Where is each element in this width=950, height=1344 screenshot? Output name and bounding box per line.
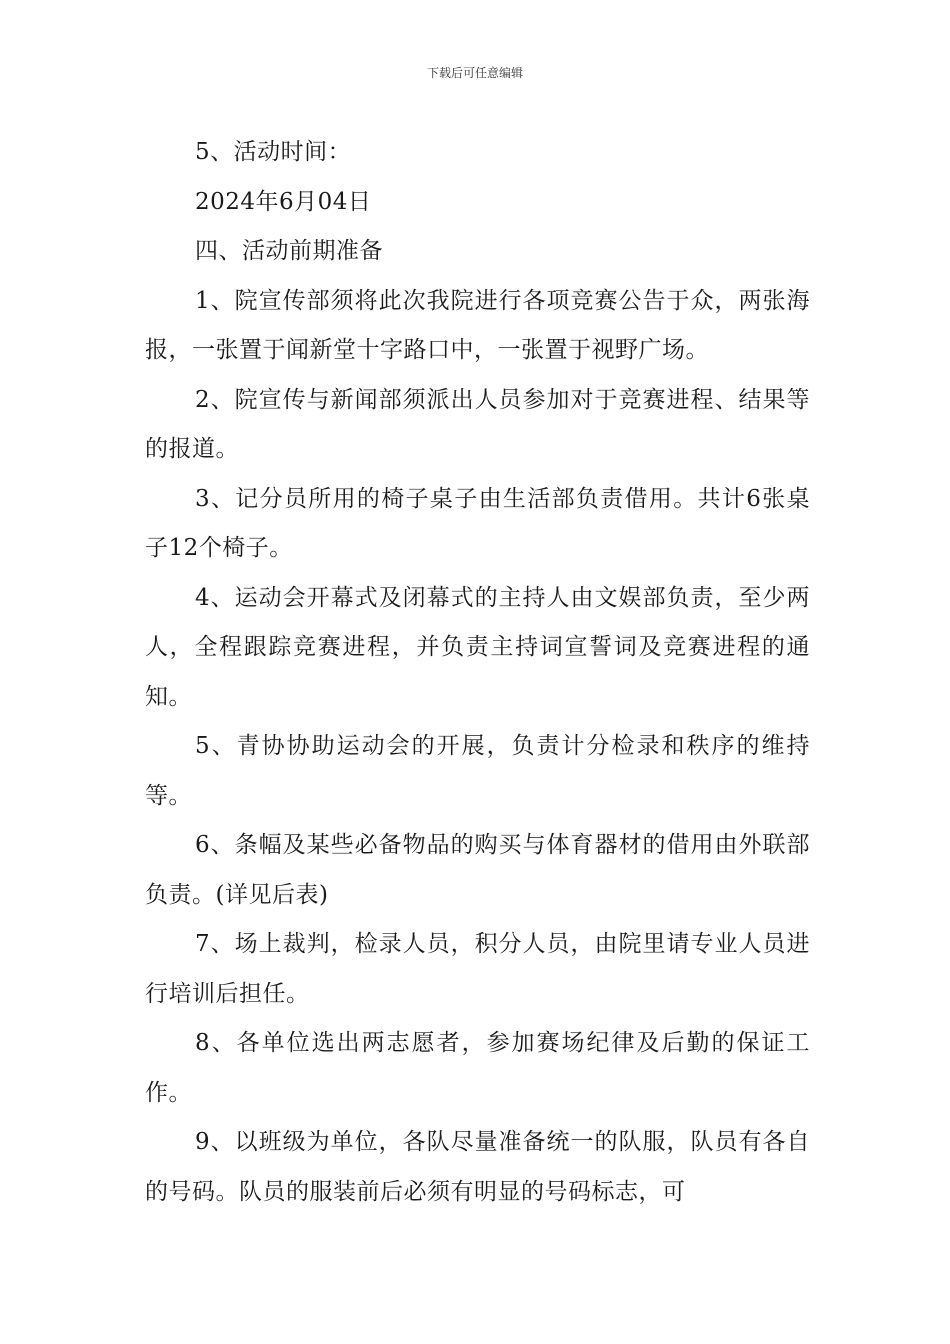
paragraph-item-6: 6、条幅及某些必备物品的购买与体育器材的借用由外联部负责。(详见后表): [145, 832, 810, 908]
paragraph-item-4: 4、运动会开幕式及闭幕式的主持人由文娱部负责，至少两人，全程跟踪竞赛进程，并负责主持词宣誓词及竞赛进程的通知。: [145, 584, 810, 710]
page-header: 下载后可任意编辑: [426, 66, 523, 80]
paragraph-section-four-heading: 四、活动前期准备: [195, 238, 383, 264]
document-body: [145, 128, 810, 1217]
paragraph-item-5: 5、青协协助运动会的开展，负责计分检录和秩序的维持等。: [145, 733, 810, 809]
paragraph-activity-time-heading: 5、活动时间：: [195, 139, 352, 165]
paragraph-item-2: 2、院宣传与新闻部须派出人员参加对于竞赛进程、结果等的报道。: [145, 386, 810, 462]
paragraph-item-7: 7、场上裁判，检录人员，积分人员，由院里请专业人员进行培训后担任。: [145, 931, 810, 1007]
paragraph-item-1: 1、院宣传部须将此次我院进行各项竞赛公告于众，两张海报，一张置于闻新堂十字路口中，一张置于视野广场。: [145, 287, 810, 363]
paragraph-item-3: 3、记分员所用的椅子桌子由生活部负责借用。共计6张桌子12个椅子。: [145, 485, 810, 561]
paragraph-item-9: 9、以班级为单位，各队尽量准备统一的队服，队员有各自的号码。队员的服装前后必须有明显的号码标志，可: [145, 1129, 810, 1205]
paragraph-activity-date: 2024年6月04日: [195, 188, 372, 215]
paragraph-item-8: 8、各单位选出两志愿者，参加赛场纪律及后勤的保证工作。: [145, 1030, 810, 1106]
